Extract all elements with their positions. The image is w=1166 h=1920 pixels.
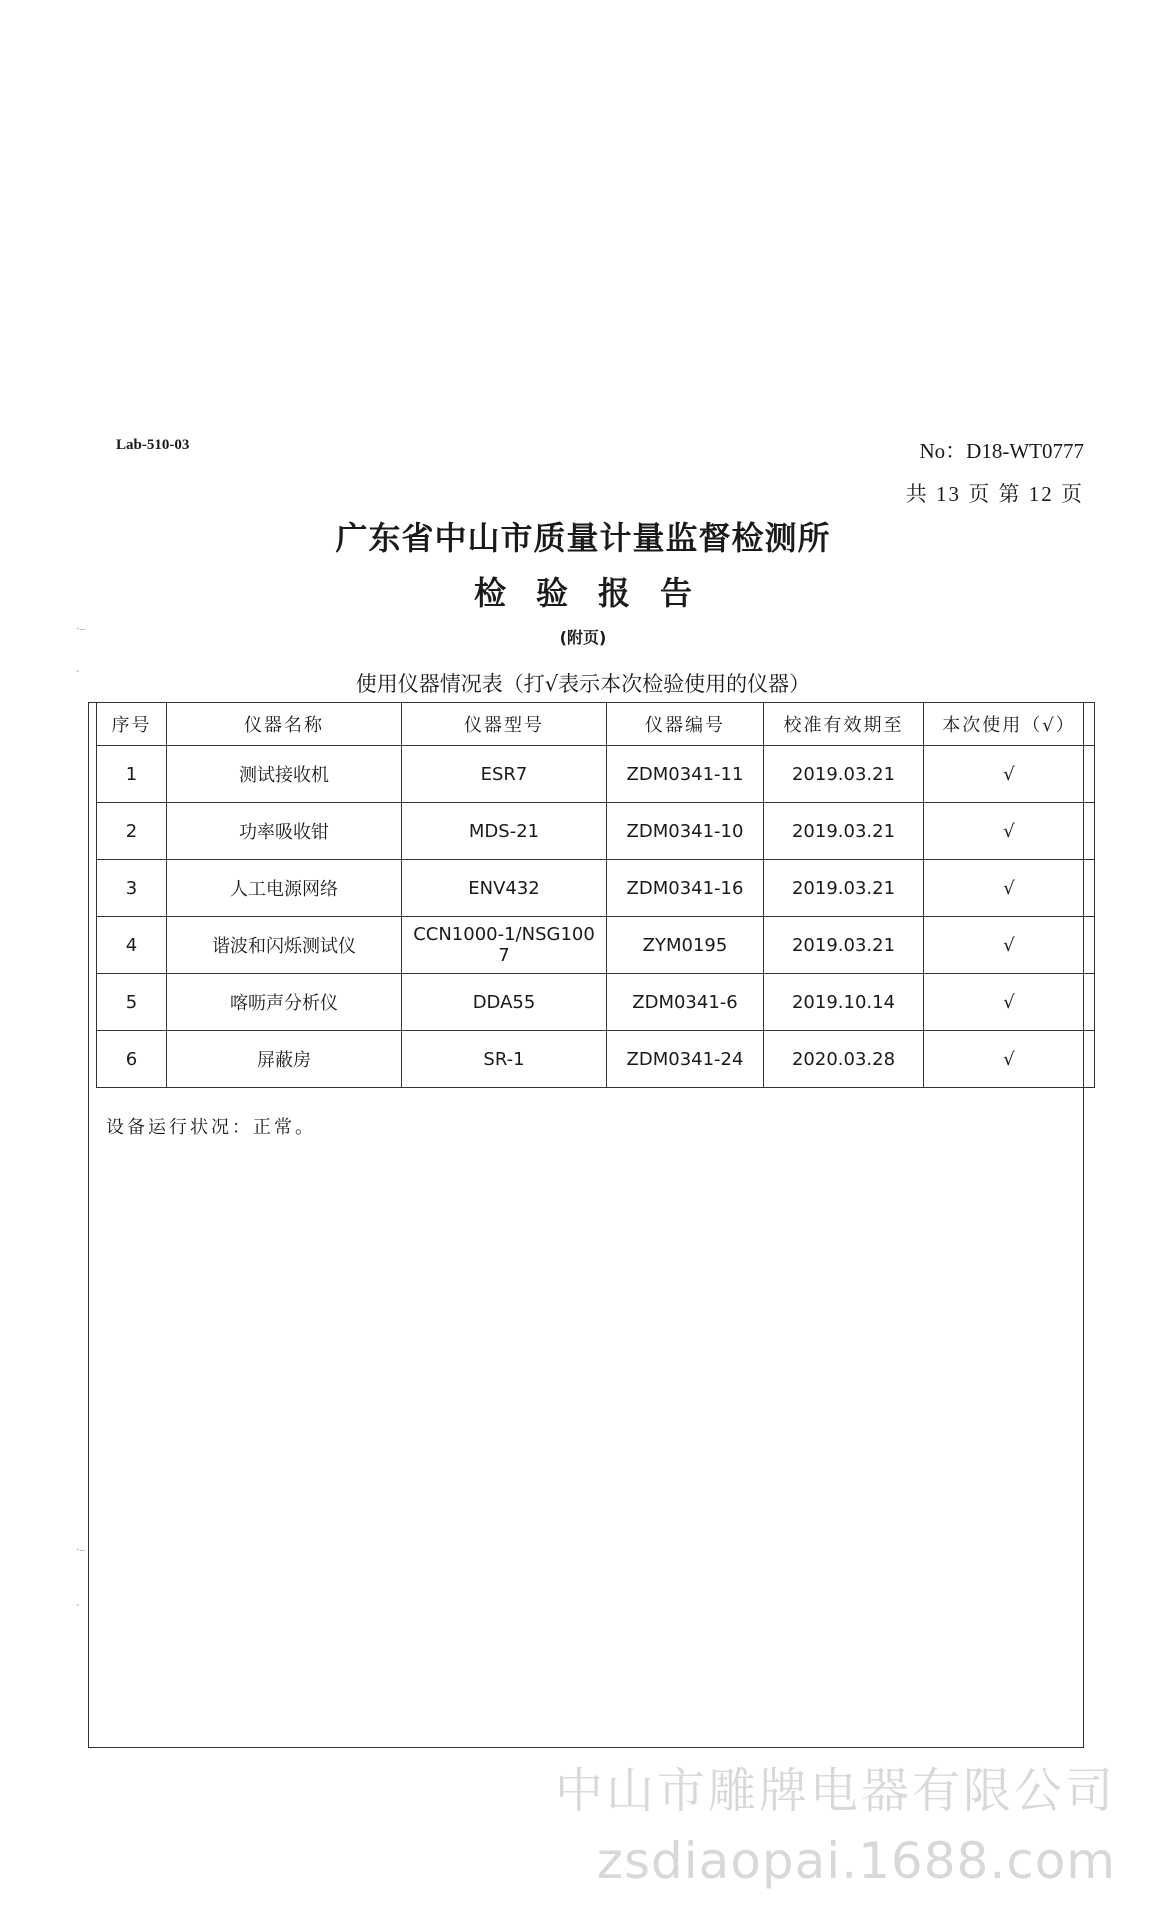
scan-artifact: ·‒ [76,1545,86,1556]
watermark-company: 中山市雕牌电器有限公司 [554,1763,1116,1819]
form-code: Lab-510-03 [116,437,190,453]
table-row [97,1031,1095,1088]
cell-used-check: √ [924,746,1095,803]
cell-valid-until: 2019.03.21 [764,860,924,917]
cell-model: CCN1000-1/NSG1007 [402,917,607,974]
cell-model: ENV432 [402,860,607,917]
cell-name: 喀呖声分析仪 [167,974,402,1031]
table-row [97,974,1095,1031]
cell-seq: 2 [97,803,167,860]
cell-name: 人工电源网络 [167,860,402,917]
cell-name: 谐波和闪烁测试仪 [167,917,402,974]
cell-seq: 5 [97,974,167,1031]
cell-serial: ZYM0195 [607,917,764,974]
page-count: 共 13 页 第 12 页 [905,482,1084,506]
table-row [97,746,1095,803]
cell-seq: 4 [97,917,167,974]
column-header-name: 仪器名称 [167,703,402,746]
table-header-row [97,703,1095,746]
report-title: 检验报告 [473,574,722,612]
column-header-valid-until: 校准有效期至 [764,703,924,746]
table-row [97,860,1095,917]
appendix-label: (附页) [559,628,607,647]
cell-seq: 6 [97,1031,167,1088]
column-header-seq: 序号 [97,703,167,746]
cell-serial: ZDM0341-10 [607,803,764,860]
report-number: No：D18-WT0777 [919,439,1084,463]
instrument-table [96,702,1095,1088]
table-row [97,803,1095,860]
cell-used-check: √ [924,803,1095,860]
cell-model: SR-1 [402,1031,607,1088]
cell-name: 功率吸收钳 [167,803,402,860]
watermark-url: zsdiaopai.1688.com [596,1832,1116,1890]
table-row [97,917,1095,974]
column-header-model: 仪器型号 [402,703,607,746]
cell-seq: 1 [97,746,167,803]
cell-valid-until: 2019.03.21 [764,917,924,974]
cell-valid-until: 2019.03.21 [764,746,924,803]
cell-seq: 3 [97,860,167,917]
cell-valid-until: 2019.03.21 [764,803,924,860]
cell-serial: ZDM0341-11 [607,746,764,803]
institute-name: 广东省中山市质量计量监督检测所 [335,519,831,557]
cell-used-check: √ [924,860,1095,917]
column-header-serial: 仪器编号 [607,703,764,746]
cell-valid-until: 2020.03.28 [764,1031,924,1088]
scan-artifact: - [76,1600,80,1611]
cell-valid-until: 2019.10.14 [764,974,924,1031]
cell-serial: ZDM0341-6 [607,974,764,1031]
cell-used-check: √ [924,917,1095,974]
cell-name: 屏蔽房 [167,1031,402,1088]
equipment-status-line: 设备运行状况：正常。 [106,1117,316,1138]
column-header-used: 本次使用（√） [924,703,1095,746]
cell-model: MDS-21 [402,803,607,860]
cell-serial: ZDM0341-16 [607,860,764,917]
cell-used-check: √ [924,974,1095,1031]
cell-model: ESR7 [402,746,607,803]
cell-used-check: √ [924,1031,1095,1088]
cell-model: DDA55 [402,974,607,1031]
scan-artifact: - [76,666,80,677]
scan-artifact: ·‒ [76,624,86,635]
cell-serial: ZDM0341-24 [607,1031,764,1088]
cell-name: 测试接收机 [167,746,402,803]
table-caption: 使用仪器情况表（打√表示本次检验使用的仪器） [355,672,811,696]
